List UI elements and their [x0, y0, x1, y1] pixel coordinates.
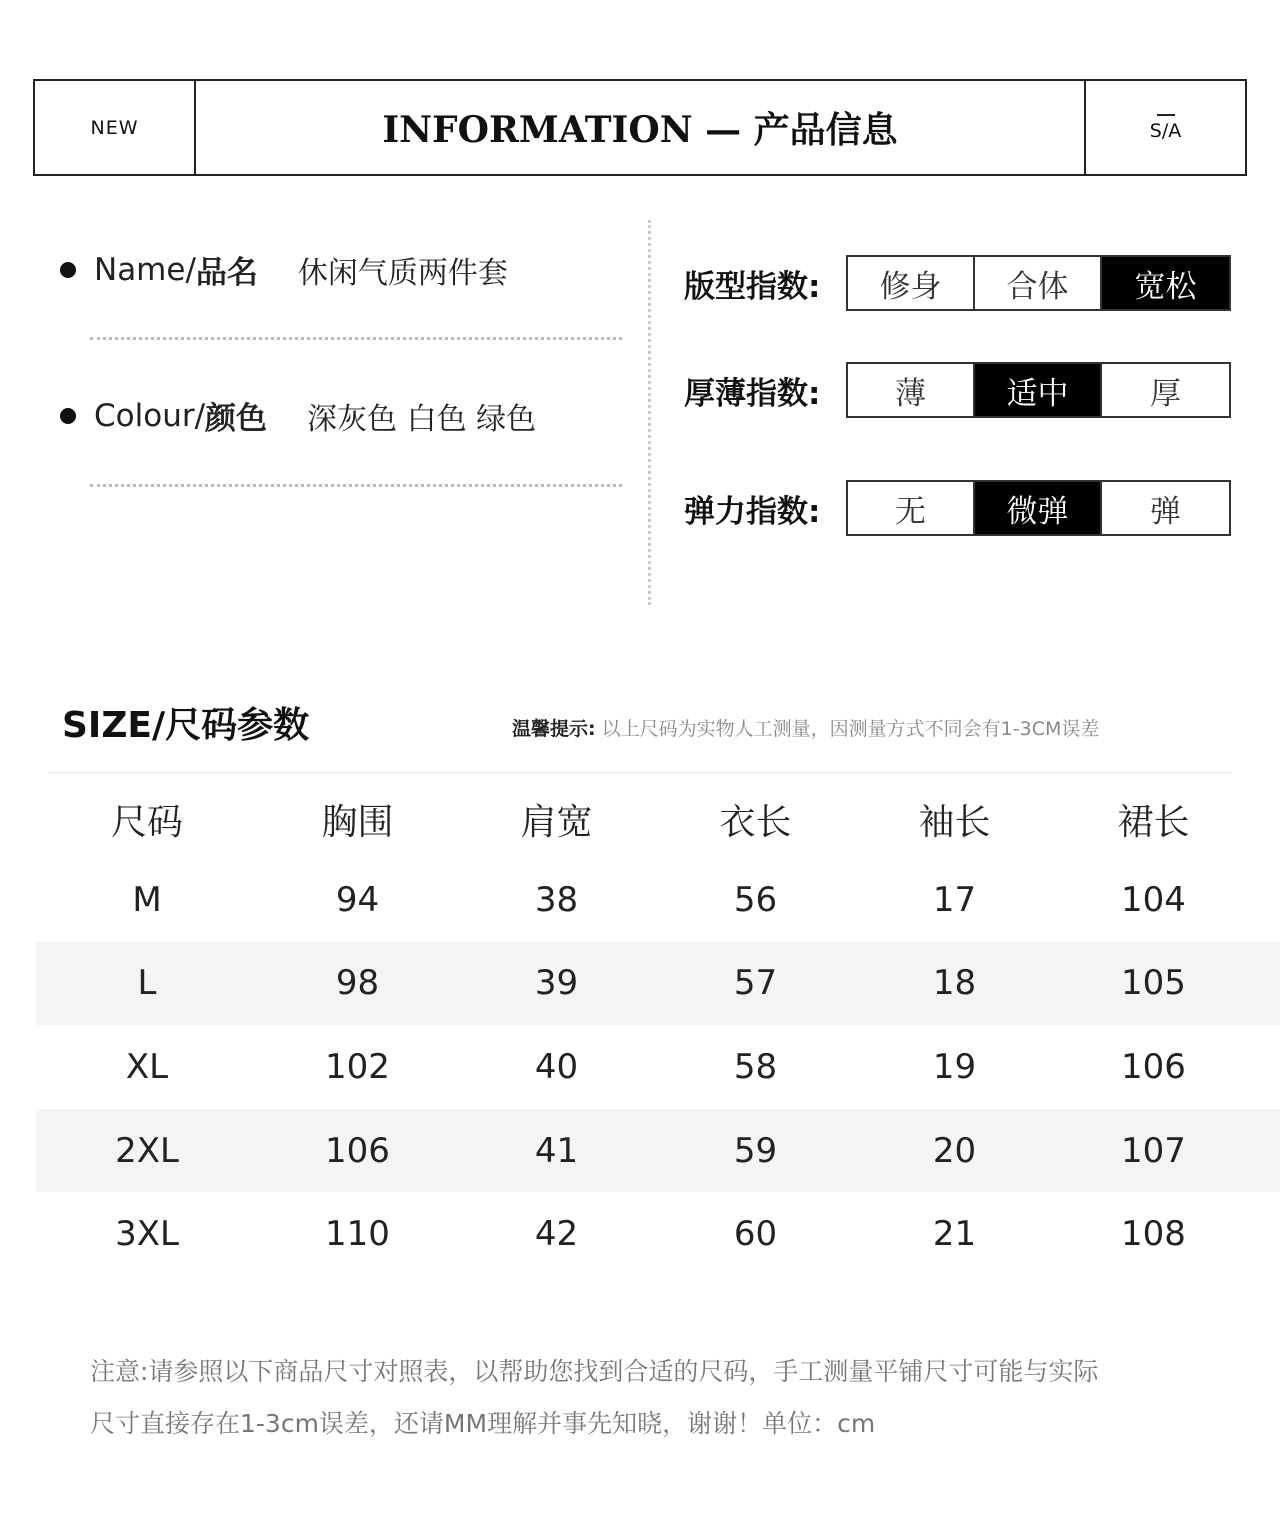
table-cell: 98: [335, 963, 380, 1004]
table-cell: 57: [733, 963, 778, 1004]
table-cell: 2XL: [115, 1130, 179, 1171]
table-cell: 94: [335, 879, 380, 920]
note-line-1: 注意:请参照以下商品尺寸对照表，以帮助您找到合适的尺码，手工测量平铺尺寸可能与实际: [90, 1357, 1099, 1386]
dotted-separator: [90, 484, 622, 487]
table-cell: 3XL: [115, 1214, 179, 1255]
table-cell: 42: [534, 1214, 579, 1255]
fit-option: 合体: [975, 257, 1102, 309]
table-header-cell: 肩宽: [520, 801, 593, 843]
thickness-option: 适中: [975, 364, 1102, 416]
table-cell: 38: [534, 879, 579, 920]
size-divider: [48, 772, 1232, 773]
new-label: NEW: [35, 81, 196, 174]
elasticity-option: 无: [848, 482, 975, 534]
table-row: [36, 942, 1280, 1026]
elasticity-index-scale: [846, 480, 1231, 536]
table-header-cell: 衣长: [719, 801, 792, 843]
colour-value: 深灰色 白色 绿色: [307, 401, 537, 437]
table-cell: 18: [932, 963, 977, 1004]
fit-option: 修身: [848, 257, 975, 309]
fit-index-row: [684, 255, 1231, 311]
sa-label: [1084, 81, 1245, 174]
table-cell: 19: [932, 1046, 977, 1087]
table-cell: 56: [733, 879, 778, 920]
elasticity-option: 微弹: [975, 482, 1102, 534]
table-header-cell: 袖长: [918, 801, 991, 843]
table-cell: 104: [1121, 879, 1186, 920]
table-cell: 21: [932, 1214, 977, 1255]
table-cell: XL: [125, 1046, 169, 1087]
table-header-cell: 胸围: [321, 801, 394, 843]
note-line-2: 尺寸直接存在1-3cm误差，还请MM理解并事先知晓，谢谢！单位：cm: [90, 1409, 876, 1438]
fit-option: 宽松: [1102, 257, 1229, 309]
measurement-note: [90, 1346, 1190, 1450]
table-cell: 60: [733, 1214, 778, 1255]
table-cell: 107: [1121, 1130, 1186, 1171]
table-header-row: [36, 780, 1280, 858]
size-table: [36, 780, 1280, 1276]
table-cell: 59: [733, 1130, 778, 1171]
name-value: 休闲气质两件套: [297, 255, 508, 291]
thickness-index-scale: [846, 362, 1231, 418]
table-row: [36, 1025, 1280, 1109]
table-cell: 106: [325, 1130, 390, 1171]
bullet-icon: [60, 408, 76, 424]
colour-label-en: Colour/: [94, 397, 206, 434]
thickness-option: 薄: [848, 364, 975, 416]
elasticity-option: 弹: [1150, 493, 1181, 530]
table-cell: 110: [325, 1214, 390, 1255]
sa-text: S/A: [1149, 119, 1182, 142]
table-row: [36, 858, 1280, 942]
table-cell: 17: [932, 879, 977, 920]
table-header-cell: 尺码: [110, 801, 183, 843]
dotted-separator: [90, 337, 622, 340]
thickness-index-row: [684, 362, 1231, 418]
table-cell: 102: [325, 1046, 390, 1087]
sa-bar-icon: [1157, 114, 1175, 116]
size-tip-text: 以上尺码为实物人工测量，因测量方式不同会有1-3CM误差: [601, 718, 1100, 740]
name-label-en: Name/: [94, 251, 196, 288]
name-label-cn: 品名: [195, 255, 258, 291]
table-cell: 39: [534, 963, 579, 1004]
size-section-title: SIZE/尺码参数: [62, 705, 310, 746]
thickness-option: 厚: [1150, 375, 1181, 412]
table-cell: M: [132, 879, 162, 920]
colour-label-cn: 颜色: [205, 401, 268, 437]
table-cell: 40: [534, 1046, 579, 1087]
elasticity-index-label: 弹力指数:: [684, 493, 821, 530]
table-cell: 108: [1121, 1214, 1186, 1255]
fit-index-scale: [846, 255, 1231, 311]
size-tip: [512, 714, 1099, 741]
table-cell: 106: [1121, 1046, 1186, 1087]
table-cell: 58: [733, 1046, 778, 1087]
bullet-icon: [60, 262, 76, 278]
table-cell: 105: [1121, 963, 1186, 1004]
info-header: [33, 79, 1247, 176]
table-cell: L: [137, 963, 157, 1004]
table-row: [36, 1109, 1280, 1193]
thickness-index-label: 厚薄指数:: [684, 375, 821, 412]
product-colour-row: [60, 393, 536, 438]
table-cell: 41: [534, 1130, 579, 1171]
table-header-cell: 裙长: [1117, 801, 1190, 843]
product-name-row: [60, 247, 508, 292]
size-tip-label: 温馨提示:: [512, 718, 596, 740]
fit-index-label: 版型指数:: [684, 268, 821, 305]
elasticity-index-row: [684, 480, 1231, 536]
header-title: INFORMATION — 产品信息: [382, 109, 898, 151]
vertical-divider: [648, 220, 651, 605]
table-cell: 20: [932, 1130, 977, 1171]
table-row: [36, 1192, 1280, 1276]
